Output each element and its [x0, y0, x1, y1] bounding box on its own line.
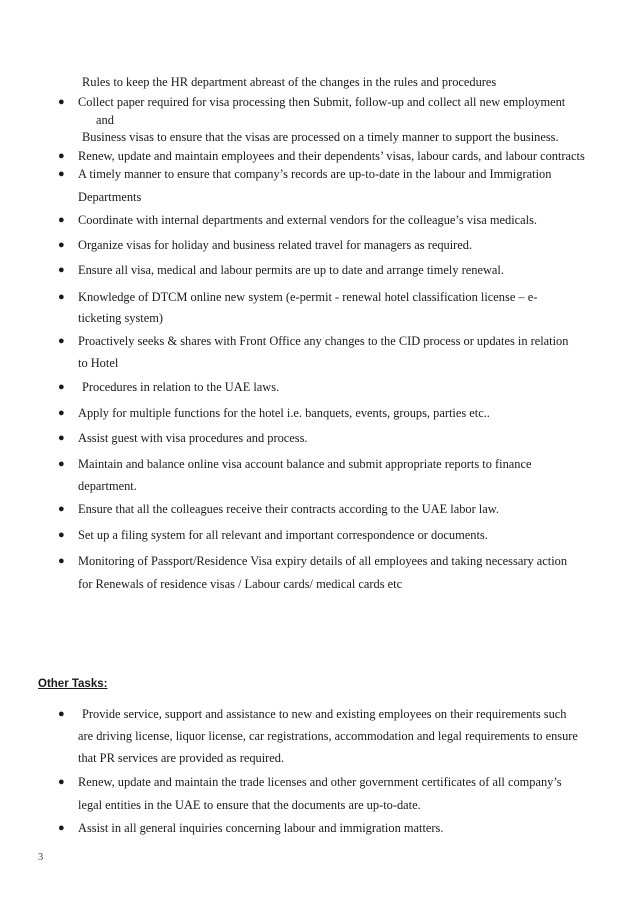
- bullet: ●: [58, 407, 65, 419]
- bullet: ●: [58, 335, 65, 347]
- bullet: ●: [58, 776, 65, 788]
- list-item-line: Apply for multiple functions for the hotel i.e. banquets, events, groups, parties etc..: [78, 406, 490, 420]
- bullet: ●: [58, 96, 65, 108]
- list-item-line: Assist in all general inquiries concerning labour and immigration matters.: [78, 821, 444, 835]
- page-number: 3: [38, 852, 44, 863]
- list-item-line: Ensure that all the colleagues receive their contracts according to the UAE labor law.: [78, 502, 499, 516]
- bullet: ●: [58, 168, 65, 180]
- bullet: ●: [58, 458, 65, 470]
- bullet: ●: [58, 214, 65, 226]
- list-item-line: Knowledge of DTCM online new system (e-permit - renewal hotel classification license – e-: [78, 290, 538, 304]
- list-item-line: Departments: [78, 190, 142, 204]
- bullet: ●: [58, 503, 65, 515]
- bullet: ●: [58, 239, 65, 251]
- list-item-line: Maintain and balance online visa account balance and submit appropriate reports to finance: [78, 457, 532, 471]
- list-item-line: that PR services are provided as required.: [78, 751, 285, 765]
- list-item-line: Renew, update and maintain the trade licenses and other government certificates of all company’s: [78, 775, 562, 789]
- bullet: ●: [58, 822, 65, 834]
- list-item-line: for Renewals of residence visas / Labour cards/ medical cards etc: [78, 577, 403, 591]
- list-item-line: Coordinate with internal departments and external vendors for the colleague’s visa medicals.: [78, 213, 537, 227]
- list-item-line: to Hotel: [78, 356, 119, 370]
- list-item-line: Business visas to ensure that the visas are processed on a timely manner to support the business.: [82, 130, 559, 144]
- list-item-line: Ensure all visa, medical and labour permits are up to date and arrange timely renewal.: [78, 263, 504, 277]
- list-item-line: Procedures in relation to the UAE laws.: [82, 380, 280, 394]
- bullet: ●: [58, 150, 65, 162]
- bullet: ●: [58, 432, 65, 444]
- bullet: ●: [58, 291, 65, 303]
- list-item-line: Provide service, support and assistance to new and existing employees on their requirements such: [82, 707, 567, 721]
- list-item-line: Monitoring of Passport/Residence Visa expiry details of all employees and taking necessary action: [78, 554, 568, 568]
- bullet: ●: [58, 708, 65, 720]
- list-item-line: Organize visas for holiday and business related travel for managers as required.: [78, 238, 473, 252]
- list-item-line: are driving license, liquor license, car registrations, accommodation and legal requirements to ensure: [78, 729, 578, 743]
- bullet: ●: [58, 264, 65, 276]
- list-item-line: Renew, update and maintain employees and their dependents’ visas, labour cards, and labour contracts: [78, 149, 585, 163]
- list-item-line: and: [96, 113, 114, 127]
- section-heading: Other Tasks:: [38, 678, 108, 690]
- list-item-line: Proactively seeks & shares with Front Office any changes to the CID process or updates in relation: [78, 334, 569, 348]
- list-item-line: Collect paper required for visa processing then Submit, follow-up and collect all new employment: [78, 95, 566, 109]
- bullet: ●: [58, 555, 65, 567]
- intro-line: Rules to keep the HR department abreast of the changes in the rules and procedures: [82, 75, 497, 89]
- list-item-line: Assist guest with visa procedures and process.: [78, 431, 308, 445]
- list-item-line: A timely manner to ensure that company’s records are up-to-date in the labour and Immigration: [78, 167, 552, 181]
- bullet: ●: [58, 529, 65, 541]
- list-item-line: department.: [78, 479, 137, 493]
- bullet: ●: [58, 381, 65, 393]
- list-item-line: Set up a filing system for all relevant and important correspondence or documents.: [78, 528, 488, 542]
- list-item-line: legal entities in the UAE to ensure that the documents are up-to-date.: [78, 798, 421, 812]
- list-item-line: ticketing system): [78, 311, 163, 325]
